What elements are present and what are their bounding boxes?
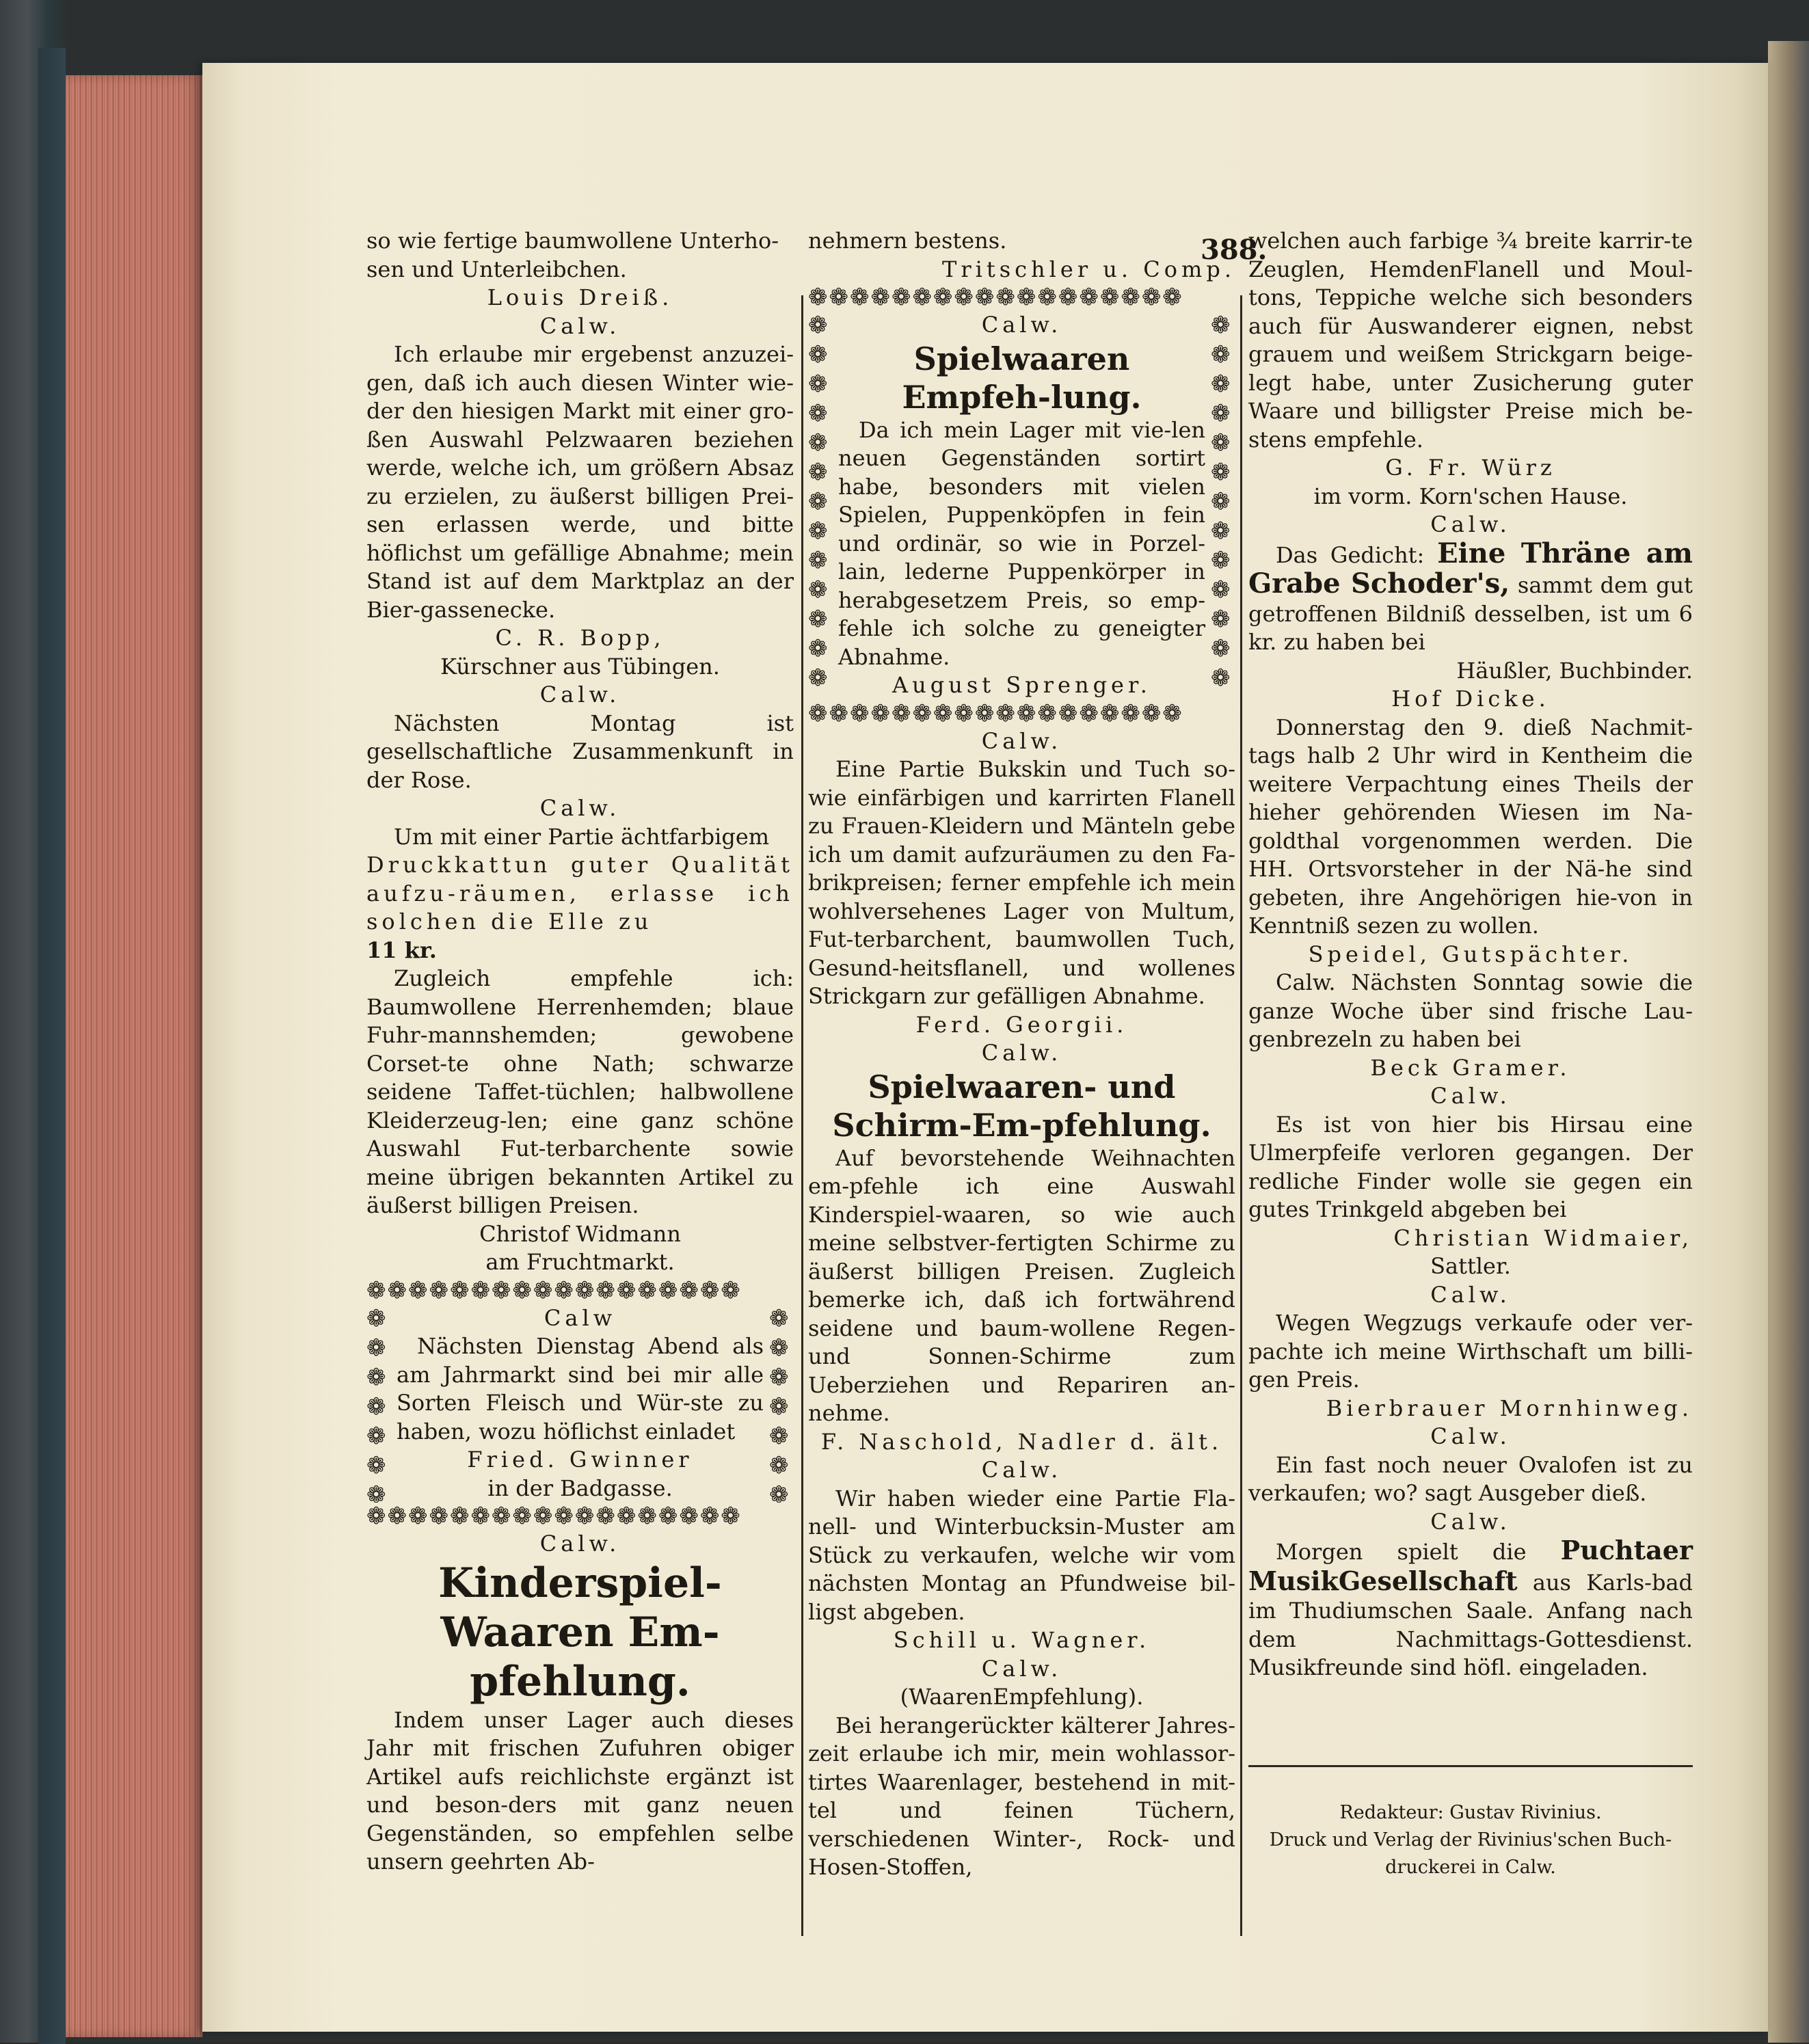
place-heading: Calw. [539, 682, 621, 708]
column-rule [801, 295, 803, 1936]
signature: Tritschler u. Comp. [941, 256, 1235, 282]
signature: August Sprenger. [892, 672, 1151, 698]
signature: Christof Widmann [479, 1220, 681, 1247]
signature: Louis Dreiß. [487, 284, 673, 310]
signature: Schill u. Wagner. [893, 1627, 1151, 1653]
place-heading: Hof Dicke. [1391, 686, 1550, 712]
page-edges [66, 75, 202, 2037]
ad-headline: Spielwaaren Empfeh-lung. [902, 340, 1142, 416]
footer-rule [1248, 1765, 1693, 1767]
imprint [1248, 1799, 1693, 1881]
signature: Speidel, Gutspächter. [1308, 941, 1633, 967]
ad-text: Um mit einer Partie ächtfarbigem [394, 823, 770, 850]
ad-text: Morgen spielt die [1276, 1539, 1527, 1565]
page-number: 388. [1201, 234, 1268, 266]
ornament-border: ❁ ❁ ❁ ❁ ❁ ❁ ❁ ❁ ❁ ❁ ❁ ❁ ❁ [808, 312, 828, 692]
signature: C. R. Bopp, [495, 625, 665, 651]
ad-text: Da ich mein Lager mit vie-len neuen Gegenständen sortirt habe, besonders mit vielen Spielen, Puppenköpfen in fein und ordinär, so wie in Porzel-lain, lederne Puppenkörper in herabgesetzem Preis, so emp-fehle ich solche zu geneigter Abnahme. [838, 416, 1205, 670]
signature: F. Naschold, Nadler d. ält. [820, 1428, 1223, 1455]
band-name: Puchtaer MusikGesellschaft [1248, 1535, 1693, 1596]
ad-text: Ich erlaube mir ergebenst anzuzei-gen, daß ich auch diesen Winter wie-der den hiesigen Markt mit einer gro-ßen Auswahl Pelzwaaren beziehen werde, welche ich, um größern Absaz zu erzielen, zu äußerst billigen Prei-sen erlassen werde, und bitte höflichst um gefällige Abnahme; mein Stand ist auf dem Marktplaz an der Bier-gassenecke. [366, 341, 794, 623]
facing-page-edge [1768, 41, 1809, 2043]
ad-subheading: (WaarenEmpfehlung). [900, 1684, 1144, 1710]
ad-headline: Spielwaaren- und Schirm-Em-pfehlung. [832, 1068, 1211, 1144]
ad-text: Nächsten Dienstag Abend als am Jahrmarkt sind bei mir alle Sorten Fleisch und Wür-ste zu haben, wozu höflichst einladet [397, 1333, 764, 1444]
place-heading: Calw. [981, 1655, 1062, 1682]
place-heading: Calw. [539, 1531, 621, 1557]
ad-text: Bei herangerückter kälterer Jahres-zeit erlaube ich mir, mein wohlassor-tirtes Waarenlager, bestehend in mit-tel und feinen Tüchern, verschiedenen Winter-, Rock- und Hosen-Stoffen, [808, 1712, 1235, 1880]
ornament-border: ❁ ❁ ❁ ❁ ❁ ❁ ❁ [769, 1304, 789, 1503]
signature: Fried. Gwinner [467, 1447, 693, 1473]
ad-text: Wegen Wegzugs verkaufe oder ver-pachte ich meine Wirthschaft um billi-gen Preis. [1248, 1310, 1693, 1393]
price: 11 kr. [366, 937, 437, 963]
place-heading: Calw. [981, 312, 1062, 338]
ad-text: aus Karls-bad im Thudiumschen Saale. Anfang nach dem Nachmittags-Gottesdienst. Musikfreunde sind höfl. eingeladen. [1248, 1569, 1693, 1680]
ad-text: Eine Partie Bukskin und Tuch so-wie einfärbigen und karrirten Flanell zu Frauen-Kleidern und Mänteln gebe ich um damit aufzuräumen zu den Fa-brikpreisen; ferner empfehle ich mein wohlversehenes Lager von Multum, Fut-terbarchent, baumwollen Tuch, Gesund-heitsflanell, und wollenes Strickgarn zur gefälligen Abnahme. [808, 756, 1235, 1009]
signature: in der Badgasse. [487, 1475, 673, 1501]
editor-line: Redakteur: Gustav Rivinius. [1339, 1802, 1602, 1823]
place-heading: Calw. [1430, 1083, 1511, 1109]
printer-line: Druck und Verlag der Rivinius'schen Buch-druckerei in Calw. [1269, 1829, 1672, 1878]
place-heading: Calw. [1430, 1423, 1511, 1449]
ad-text: Es ist von hier bis Hirsau eine Ulmerpfeife verloren gegangen. Der redliche Finder wolle sie gegen ein gutes Trinkgeld abgeben bei [1248, 1111, 1693, 1222]
column-2 [808, 227, 1235, 1882]
place-heading: Calw. [981, 1040, 1062, 1066]
place-heading: Calw. [1430, 1281, 1511, 1308]
column-3 [1248, 227, 1693, 1682]
ornament-border: ❁ ❁ ❁ ❁ ❁ ❁ ❁ ❁ ❁ ❁ ❁ ❁ ❁ [1211, 312, 1231, 692]
ad-text: Nächsten Montag ist gesellschaftliche Zusammenkunft in der Rose. [366, 710, 794, 793]
ornament-border: ❁ ❁ ❁ ❁ ❁ ❁ ❁ [366, 1304, 386, 1503]
boxed-ad [808, 311, 1235, 700]
ad-headline: Kinderspiel-Waaren Em-pfehlung. [438, 1559, 722, 1706]
signature: G. Fr. Würz [1385, 455, 1556, 481]
text-line: nehmern bestens. [808, 228, 1007, 254]
ad-text: Druckkattun guter Qualität aufzu-räumen, erlasse ich solchen die Elle zu [366, 852, 794, 934]
ornament-border: ❁❁❁❁❁❁❁❁❁❁❁❁❁❁❁❁❁❁ [366, 1503, 742, 1530]
ad-text: sammt dem gut getroffenen Bildniß desselben, ist um 6 kr. zu haben bei [1248, 572, 1693, 655]
text-line: sen und Unterleibchen. [366, 256, 627, 282]
ornament-border: ❁❁❁❁❁❁❁❁❁❁❁❁❁❁❁❁❁❁ [808, 284, 1183, 311]
signature: Beck Gramer. [1370, 1054, 1571, 1081]
place-heading: Calw. [1430, 511, 1511, 537]
place-heading: Calw. [981, 1457, 1062, 1483]
ad-text: Wir haben wieder eine Partie Fla-nell- und Winterbucksin-Muster am Stück zu verkaufen, welche wir vom nächsten Montag an Pfundweise bil-ligst abgeben. [808, 1485, 1235, 1625]
ad-text: Calw. Nächsten Sonntag sowie die ganze Woche über sind frische Lau-genbrezeln zu haben bei [1248, 969, 1693, 1052]
place-heading: Calw. [539, 795, 621, 821]
text-line: so wie fertige baumwollene Unterho- [366, 228, 779, 254]
newspaper-page [202, 63, 1768, 2032]
signature: Häußler, Buchbinder. [1456, 657, 1693, 684]
ad-text: Ein fast noch neuer Ovalofen ist zu verkaufen; wo? sagt Ausgeber dieß. [1248, 1451, 1693, 1506]
ad-text: Das Gedicht: [1276, 541, 1425, 568]
place-heading: Calw. [1430, 1508, 1511, 1535]
ad-text: Indem unser Lager auch dieses Jahr mit frischen Zufuhren obiger Artikel aufs reichlichste ergänzt ist und beson-ders mit ganz neuen Gegenständen, so empfehlen selbe unsern geehrten Ab- [366, 1706, 794, 1874]
boxed-ad [366, 1304, 794, 1503]
ornament-border: ❁❁❁❁❁❁❁❁❁❁❁❁❁❁❁❁❁❁ [808, 699, 1183, 727]
signature: im vorm. Korn'schen Hause. [1313, 483, 1628, 509]
place-heading: Calw. [539, 312, 621, 339]
ad-text: welchen auch farbige ¾ breite karrir-te Zeuglen, HemdenFlanell und Moul-tons, Teppiche welche sich besonders auch für Auswanderer eignen, nebst grauem und weißem Strickgarn beige-legt habe, unter Zusicherung guter Waare und billigster Preise mich be-stens empfehle. [1248, 228, 1693, 453]
book-cover [38, 48, 66, 2044]
column-1 [366, 227, 794, 1877]
ad-text: Donnerstag den 9. dieß Nachmit-tags halb 2 Uhr wird in Kentheim die weitere Verpachtung eines Theils der hieher gehörenden Wiesen im Na-goldthal vorgenommen werden. Die HH. Ortsvorsteher in der Nä-he sind gebeten, ihre Angehörigen hie-von in Kenntniß sezen zu wollen. [1248, 714, 1693, 939]
ornament-border: ❁❁❁❁❁❁❁❁❁❁❁❁❁❁❁❁❁❁ [366, 1276, 742, 1304]
place-heading: Calw. [981, 727, 1062, 754]
signature: Christian Widmaier, [1393, 1224, 1693, 1251]
poem-title: Eine Thräne am Grabe Schoder's, [1248, 537, 1693, 600]
column-rule [1240, 295, 1242, 1936]
ad-text: Auf bevorstehende Weihnachten em-pfehle ich eine Auswahl Kinderspiel-waaren, so wie auch meine selbstver-fertigten Schirme zu äußerst billigen Preisen. Zugleich bemerke ich, daß ich fortwährend seidene und baum-wollene Regen- und Sonnen-Schirme zum Ueberziehen und Repariren an-nehme. [808, 1144, 1235, 1426]
signature: Kürschner aus Tübingen. [440, 653, 720, 680]
ad-text: Zugleich empfehle ich: Baumwollene Herrenhemden; blaue Fuhr-mannshemden; gewobene Corset-te ohne Nath; schwarze seidene Taffet-tüchlen; halbwollene Kleiderzeug-len; eine ganz schöne Auswahl Fut-terbarchente sowie meine übrigen bekannten Artikel zu äußerst billigen Preisen. [366, 965, 794, 1218]
signature: Ferd. Georgii. [915, 1011, 1128, 1038]
place-heading: Calw [544, 1304, 617, 1331]
signature: Sattler. [1430, 1253, 1511, 1279]
signature: Bierbrauer Mornhinweg. [1326, 1395, 1693, 1421]
signature: am Fruchtmarkt. [485, 1249, 675, 1275]
